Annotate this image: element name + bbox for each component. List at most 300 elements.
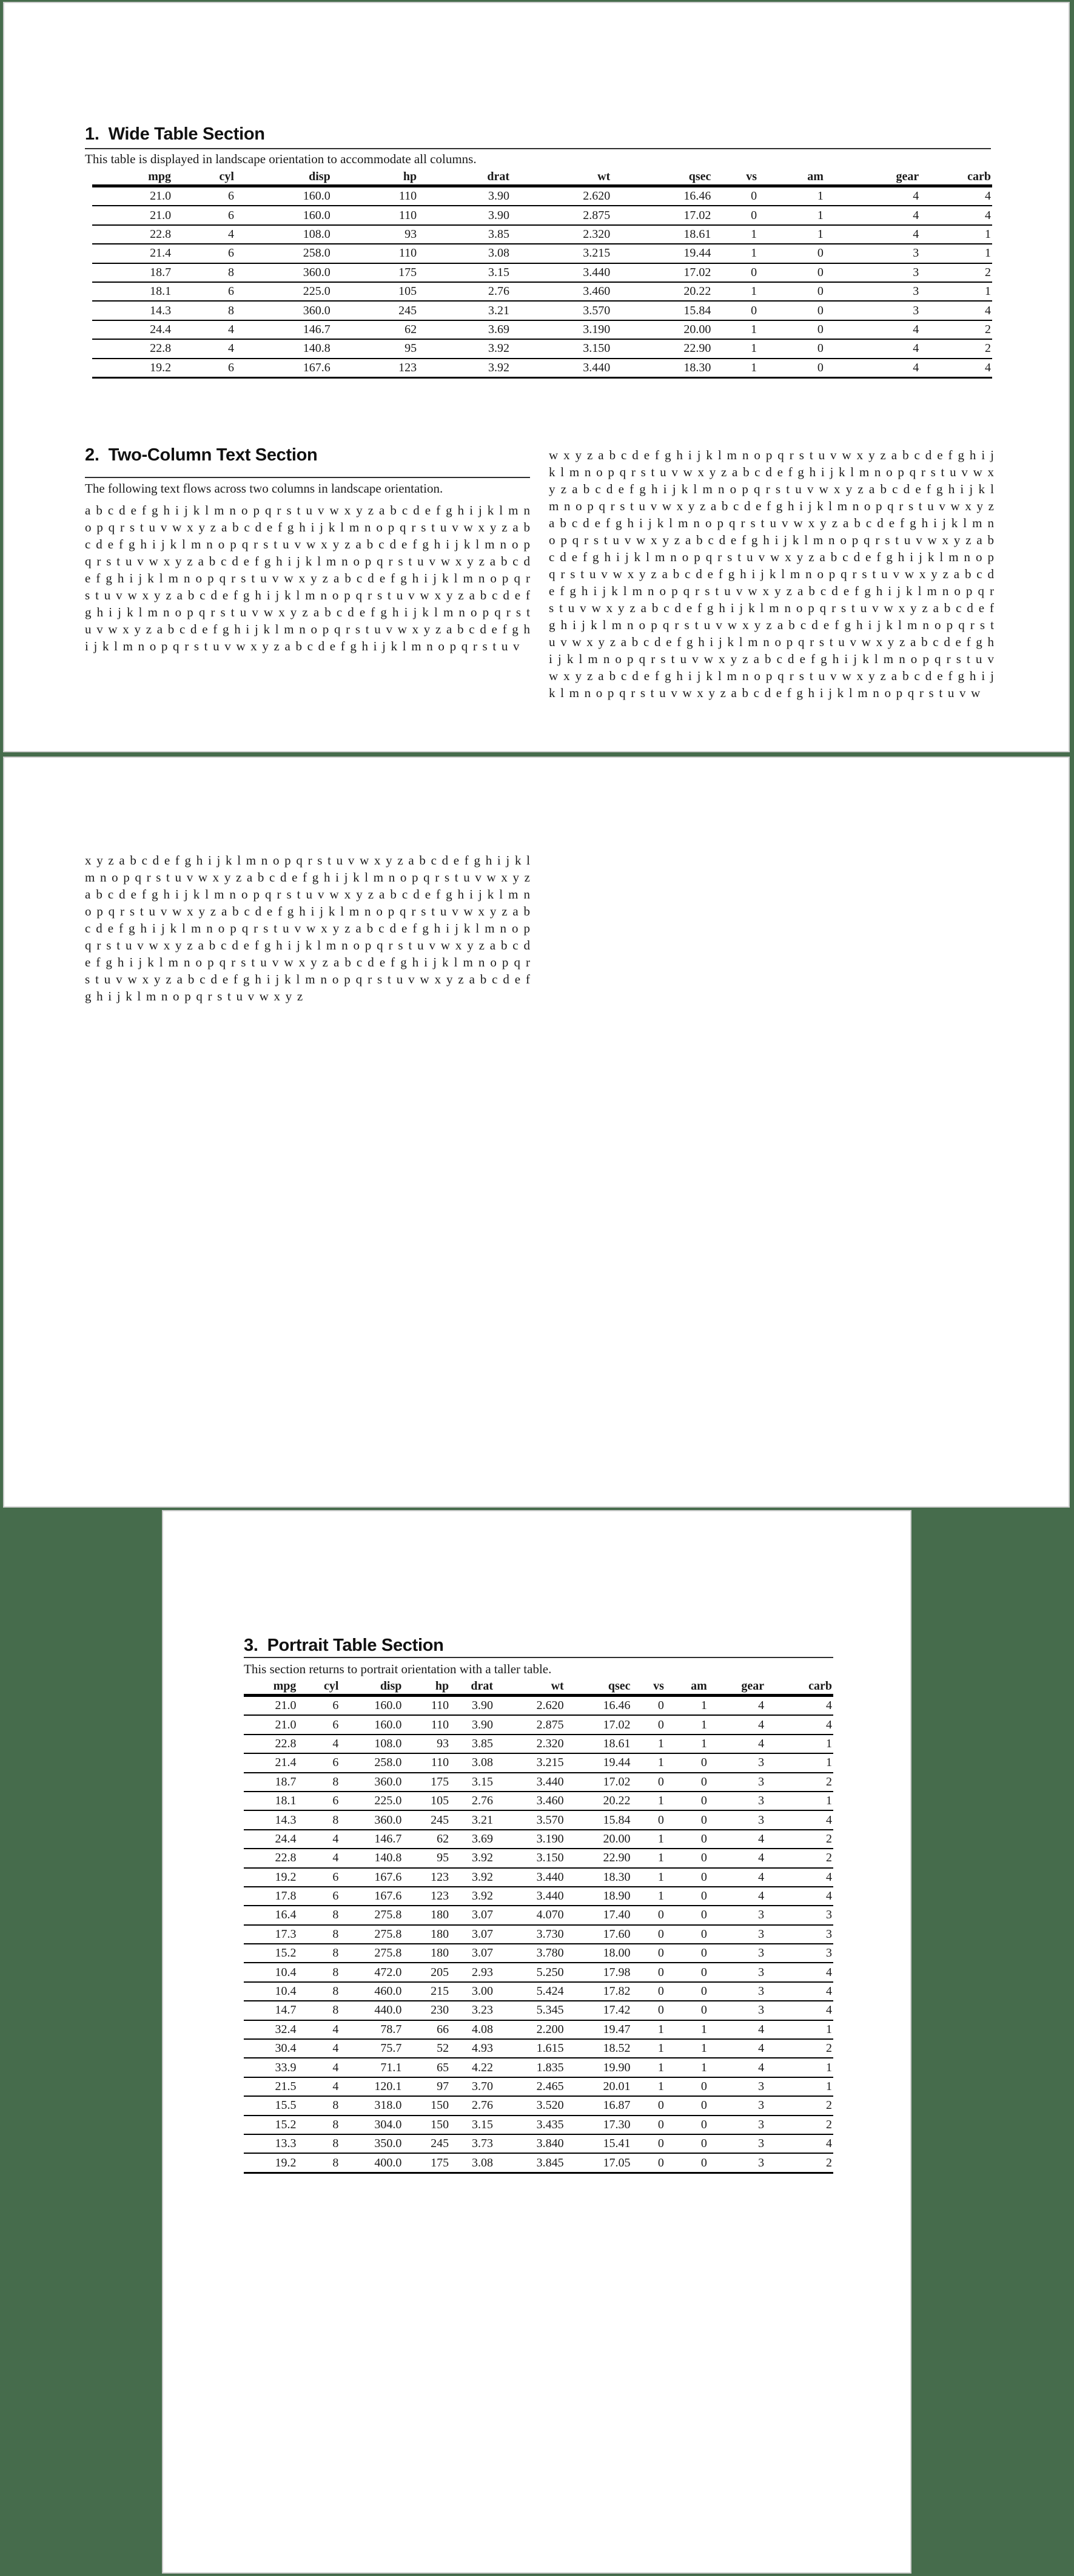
table-cell: 2.93 (450, 1963, 494, 1981)
table-cell: 17.02 (611, 206, 712, 224)
table-cell: 0 (665, 1830, 708, 1849)
table-cell: 4.93 (450, 2039, 494, 2058)
table-cell: 22.8 (244, 1735, 297, 1753)
table-cell: 8 (297, 1925, 340, 1944)
table-cell: 17.82 (565, 1982, 632, 2001)
table-cell: 108.0 (340, 1735, 403, 1753)
table-cell: 14.3 (92, 301, 172, 320)
table-cell: 3.440 (494, 1773, 565, 1792)
table-cell: 0 (665, 2134, 708, 2153)
table-cell: 3.73 (450, 2134, 494, 2153)
column-header-carb: carb (920, 170, 992, 186)
portrait-table-header (244, 1679, 833, 1696)
table-cell: 66 (403, 2020, 450, 2039)
table-cell: 3 (708, 2153, 765, 2173)
section-3-block (244, 1635, 833, 2174)
column-header-gear: gear (708, 1679, 765, 1696)
table-cell: 0 (632, 1810, 665, 1829)
table-row (92, 359, 992, 378)
table-cell: 3 (708, 1963, 765, 1981)
table-cell: 4 (765, 2001, 833, 2020)
table-cell: 0 (632, 1963, 665, 1981)
table-cell: 360.0 (340, 1773, 403, 1792)
table-cell: 1 (632, 1792, 665, 1810)
table-cell: 275.8 (340, 1906, 403, 1924)
table-cell: 1 (765, 2058, 833, 2077)
table-cell: 3 (708, 1773, 765, 1792)
table-cell: 8 (297, 1773, 340, 1792)
table-cell: 3 (708, 1906, 765, 1924)
table-cell: 2 (765, 2096, 833, 2115)
table-cell: 175 (403, 1773, 450, 1792)
table-cell: 3.15 (450, 1773, 494, 1792)
table-cell: 2.320 (494, 1735, 565, 1753)
table-cell: 0 (632, 2001, 665, 2020)
table-cell: 123 (403, 1887, 450, 1906)
table-cell: 15.5 (244, 2096, 297, 2115)
section-1-title: Wide Table Section (108, 124, 265, 144)
table-cell: 4 (825, 186, 920, 206)
table-cell: 3 (708, 1944, 765, 1963)
table-cell: 6 (172, 244, 235, 263)
alphabet-text-page2-left: x y z a b c d e f g h i j k l m n o p q r s t u v w x y z a b c d e f g h i j k l m n o p q r s t u v w x y z a b c d e f g h i j k l m n o p q r s t u v w x y z a b c d e f g h i j k l m n o p q r s t u v w x y z a b c d e f g h i j k l m n o p q r s t u v w x y z a b c d e f g h i j k l m n o p q r s t u v w x y z a b c d e f g h i j k l m n o p q r s t u v w x y z a b c d e f g h i j k l m n o p q r s t u v w x y z a b c d e f g h i j k l m n o p q r s t u v w x y z a b c d e f g h i j k l m n o p q r s t u v w x y z a b c d e f g h i j k l m n o p q r s t u v w x y z a b c d e f g h i j k l m n o p q r s t u v w x y z a b c d e f g h i j k l m n o p q r s t u v w x y z (85, 853, 530, 1003)
table-cell: 0 (632, 2116, 665, 2134)
table-cell: 21.0 (92, 186, 172, 206)
table-cell: 19.47 (565, 2020, 632, 2039)
table-cell: 17.60 (565, 1925, 632, 1944)
column-header-wt: wt (494, 1679, 565, 1696)
table-cell: 1 (632, 1735, 665, 1753)
table-cell: 6 (297, 1715, 340, 1734)
table-row (244, 1849, 833, 1867)
table-cell: 4 (708, 2058, 765, 2077)
table-cell: 123 (332, 359, 418, 378)
table-cell: 1 (712, 339, 758, 358)
table-cell: 0 (665, 1887, 708, 1906)
table-cell: 1 (765, 2077, 833, 2096)
table-cell: 15.2 (244, 2116, 297, 2134)
table-row (244, 1735, 833, 1753)
table-cell: 180 (403, 1925, 450, 1944)
section-3-title: Portrait Table Section (267, 1636, 444, 1655)
table-cell: 146.7 (340, 1830, 403, 1849)
table-cell: 0 (665, 2001, 708, 2020)
table-cell: 275.8 (340, 1925, 403, 1944)
table-cell: 3 (708, 1810, 765, 1829)
table-cell: 110 (332, 206, 418, 224)
table-cell: 0 (665, 1773, 708, 1792)
table-cell: 0 (632, 2153, 665, 2173)
table-row (92, 282, 992, 301)
table-cell: 5.424 (494, 1982, 565, 2001)
section-2-title: Two-Column Text Section (108, 445, 318, 465)
table-cell: 6 (172, 186, 235, 206)
table-cell: 20.22 (565, 1792, 632, 1810)
table-cell: 3.440 (494, 1887, 565, 1906)
table-cell: 1 (765, 1735, 833, 1753)
table-cell: 4 (297, 1849, 340, 1867)
table-cell: 105 (332, 282, 418, 301)
section-3-number: 3. (244, 1636, 258, 1655)
table-cell: 105 (403, 1792, 450, 1810)
table-cell: 4 (297, 2039, 340, 2058)
table-cell: 1 (665, 1696, 708, 1716)
column-header-hp: hp (403, 1679, 450, 1696)
table-cell: 15.84 (565, 1810, 632, 1829)
column-header-vs: vs (632, 1679, 665, 1696)
table-cell: 2.465 (494, 2077, 565, 2096)
table-cell: 17.8 (244, 1887, 297, 1906)
portrait-table (244, 1679, 833, 2174)
table-cell: 160.0 (340, 1696, 403, 1716)
table-cell: 18.30 (611, 359, 712, 378)
table-cell: 3.780 (494, 1944, 565, 1963)
table-cell: 0 (712, 301, 758, 320)
table-cell: 2.875 (511, 206, 611, 224)
table-cell: 8 (297, 2001, 340, 2020)
table-row (244, 1925, 833, 1944)
table-cell: 1 (712, 282, 758, 301)
table-cell: 440.0 (340, 2001, 403, 2020)
table-cell: 8 (297, 2153, 340, 2173)
table-cell: 140.8 (235, 339, 332, 358)
table-cell: 3.90 (450, 1715, 494, 1734)
table-cell: 3 (708, 2096, 765, 2115)
table-cell: 123 (403, 1868, 450, 1887)
table-cell: 75.7 (340, 2039, 403, 2058)
table-cell: 110 (403, 1696, 450, 1716)
table-cell: 4 (765, 1963, 833, 1981)
table-cell: 4 (172, 339, 235, 358)
table-cell: 1 (765, 2020, 833, 2039)
section-1-heading (85, 124, 265, 144)
table-cell: 0 (665, 1944, 708, 1963)
table-cell: 19.44 (565, 1753, 632, 1772)
table-cell: 3.150 (511, 339, 611, 358)
table-row (92, 320, 992, 339)
table-cell: 3.85 (418, 225, 511, 244)
table-cell: 19.2 (244, 2153, 297, 2173)
table-cell: 318.0 (340, 2096, 403, 2115)
table-cell: 2.875 (494, 1715, 565, 1734)
table-cell: 16.87 (565, 2096, 632, 2115)
table-cell: 4 (708, 2020, 765, 2039)
table-cell: 400.0 (340, 2153, 403, 2173)
table-cell: 93 (403, 1735, 450, 1753)
table-cell: 0 (632, 1944, 665, 1963)
table-cell: 3.460 (494, 1792, 565, 1810)
table-cell: 8 (172, 301, 235, 320)
table-cell: 360.0 (235, 263, 332, 282)
table-row (244, 1830, 833, 1849)
table-cell: 8 (297, 1963, 340, 1981)
table-cell: 108.0 (235, 225, 332, 244)
table-cell: 175 (403, 2153, 450, 2173)
table-cell: 4 (297, 1735, 340, 1753)
table-cell: 19.44 (611, 244, 712, 263)
table-cell: 17.98 (565, 1963, 632, 1981)
table-cell: 110 (332, 244, 418, 263)
table-cell: 0 (632, 1715, 665, 1734)
two-column-continuation (85, 852, 530, 1005)
table-cell: 24.4 (244, 1830, 297, 1849)
table-cell: 3.840 (494, 2134, 565, 2153)
page-1-landscape (3, 2, 1070, 752)
table-cell: 460.0 (340, 1982, 403, 2001)
table-cell: 1.835 (494, 2058, 565, 2077)
table-cell: 225.0 (340, 1792, 403, 1810)
table-cell: 3 (765, 1925, 833, 1944)
table-cell: 21.0 (244, 1715, 297, 1734)
table-cell: 0 (665, 1810, 708, 1829)
table-cell: 0 (665, 1849, 708, 1867)
table-cell: 275.8 (340, 1944, 403, 1963)
table-cell: 4.070 (494, 1906, 565, 1924)
table-cell: 110 (403, 1753, 450, 1772)
table-cell: 2.320 (511, 225, 611, 244)
table-cell: 0 (758, 282, 825, 301)
table-cell: 230 (403, 2001, 450, 2020)
table-cell: 22.90 (565, 1849, 632, 1867)
table-cell: 1 (758, 206, 825, 224)
table-cell: 30.4 (244, 2039, 297, 2058)
table-cell: 3 (765, 1944, 833, 1963)
table-cell: 2.76 (418, 282, 511, 301)
table-cell: 3.07 (450, 1906, 494, 1924)
table-cell: 16.46 (611, 186, 712, 206)
table-cell: 62 (403, 1830, 450, 1849)
table-cell: 2.76 (450, 1792, 494, 1810)
table-cell: 0 (758, 320, 825, 339)
table-cell: 3.69 (418, 320, 511, 339)
section-3-intro: This section returns to portrait orientation with a taller table. (244, 1662, 552, 1676)
table-cell: 18.61 (565, 1735, 632, 1753)
table-cell: 16.4 (244, 1906, 297, 1924)
section-3-heading (244, 1635, 833, 1656)
table-cell: 3.215 (494, 1753, 565, 1772)
table-cell: 1 (712, 359, 758, 378)
table-cell: 4.22 (450, 2058, 494, 2077)
table-cell: 17.30 (565, 2116, 632, 2134)
table-cell: 21.0 (92, 206, 172, 224)
table-cell: 0 (712, 206, 758, 224)
table-row (244, 1810, 833, 1829)
table-cell: 3.70 (450, 2077, 494, 2096)
table-cell: 3.08 (450, 2153, 494, 2173)
table-cell: 1 (920, 225, 992, 244)
table-cell: 8 (297, 1810, 340, 1829)
table-cell: 19.90 (565, 2058, 632, 2077)
table-cell: 6 (172, 206, 235, 224)
table-cell: 3.07 (450, 1925, 494, 1944)
table-cell: 167.6 (340, 1887, 403, 1906)
table-cell: 8 (297, 1982, 340, 2001)
table-row (244, 1963, 833, 1981)
alphabet-text-page1-right: w x y z a b c d e f g h i j k l m n o p q r s t u v w x y z a b c d e f g h i j k l m n o p q r s t u v w x y z a b c d e f g h i j k l m n o p q r s t u v w x y z a b c d e f g h i j k l m n o p q r s t u v w x y z a b c d e f g h i j k l m n o p q r s t u v w x y z a b c d e f g h i j k l m n o p q r s t u v w x y z a b c d e f g h i j k l m n o p q r s t u v w x y z a b c d e f g h i j k l m n o p q r s t u v w x y z a b c d e f g h i j k l m n o p q r s t u v w x y z a b c d e f g h i j k l m n o p q r s t u v w x y z a b c d e f g h i j k l m n o p q r s t u v w x y z a b c d e f g h i j k l m n o p q r s t u v w x y z a b c d e f g h i j k l m n o p q r s t u v w x y z a b c d e f g h i j k l m n o p q r s t u v w x y z a b c d e f g h i j k l m n o p q r s t u v w x y z a b c d e f g h i j k l m n o p q r s t u v w x y z a b c d e f g h i j k l m n o p q r s t u v w x y z a b c d e f g h i j k l m n o p q r s t u v w x y z a b c d e f g h i j k l m n o p q r s t u v w x y z a b c d e f g h i j k l m n o p q r s t u v w x y z a b c d e f g h i j k l m n o p q r s t u v w x y z a b c d e f g h i j k l m n o p q r s t u v w x y z a b c d e f g h i j k l m n o p q r s t u v w (549, 448, 994, 700)
table-row (244, 2020, 833, 2039)
table-cell: 20.01 (565, 2077, 632, 2096)
table-cell: 4 (825, 359, 920, 378)
table-cell: 3 (708, 2001, 765, 2020)
table-cell: 3 (708, 1753, 765, 1772)
table-cell: 3.150 (494, 1849, 565, 1867)
table-cell: 205 (403, 1963, 450, 1981)
table-cell: 3.190 (494, 1830, 565, 1849)
table-cell: 2.200 (494, 2020, 565, 2039)
table-cell: 258.0 (340, 1753, 403, 1772)
table-cell: 0 (665, 2153, 708, 2173)
table-cell: 4 (825, 206, 920, 224)
table-cell: 32.4 (244, 2020, 297, 2039)
table-cell: 4 (765, 1868, 833, 1887)
table-cell: 4 (708, 1696, 765, 1716)
table-cell: 4 (920, 186, 992, 206)
table-cell: 2 (765, 1830, 833, 1849)
table-row (244, 2058, 833, 2077)
table-cell: 167.6 (340, 1868, 403, 1887)
table-cell: 4 (765, 1696, 833, 1716)
section-2-rule (85, 477, 530, 478)
table-cell: 3.90 (418, 206, 511, 224)
table-cell: 1 (712, 320, 758, 339)
table-cell: 3.07 (450, 1944, 494, 1963)
table-cell: 2 (765, 2153, 833, 2173)
table-cell: 0 (632, 1982, 665, 2001)
table-cell: 4 (297, 2058, 340, 2077)
table-cell: 1 (665, 1735, 708, 1753)
table-cell: 3.90 (418, 186, 511, 206)
table-cell: 17.42 (565, 2001, 632, 2020)
table-cell: 1 (632, 1849, 665, 1867)
table-cell: 160.0 (235, 206, 332, 224)
table-row (92, 263, 992, 282)
table-cell: 3.23 (450, 2001, 494, 2020)
table-cell: 4 (297, 1830, 340, 1849)
table-cell: 0 (758, 339, 825, 358)
table-cell: 19.2 (244, 1868, 297, 1887)
table-cell: 0 (665, 1963, 708, 1981)
table-cell: 0 (758, 244, 825, 263)
table-cell: 4 (825, 339, 920, 358)
table-cell: 6 (297, 1887, 340, 1906)
column-header-am: am (758, 170, 825, 186)
table-cell: 5.250 (494, 1963, 565, 1981)
table-cell: 3.570 (494, 1810, 565, 1829)
table-cell: 2 (765, 1773, 833, 1792)
table-cell: 3.08 (418, 244, 511, 263)
table-cell: 78.7 (340, 2020, 403, 2039)
table-cell: 1 (632, 2020, 665, 2039)
table-cell: 304.0 (340, 2116, 403, 2134)
column-header-disp: disp (235, 170, 332, 186)
table-cell: 0 (665, 2096, 708, 2115)
table-cell: 52 (403, 2039, 450, 2058)
table-cell: 3 (708, 2116, 765, 2134)
table-row (244, 1906, 833, 1924)
table-cell: 2.620 (511, 186, 611, 206)
table-row (92, 225, 992, 244)
table-cell: 21.4 (92, 244, 172, 263)
table-cell: 18.7 (92, 263, 172, 282)
table-cell: 0 (632, 1696, 665, 1716)
table-cell: 1 (665, 2039, 708, 2058)
table-cell: 2 (920, 263, 992, 282)
table-cell: 1 (632, 2058, 665, 2077)
table-cell: 6 (297, 1792, 340, 1810)
table-row (244, 1696, 833, 1716)
table-row (244, 2134, 833, 2153)
table-cell: 4 (825, 225, 920, 244)
column-header-mpg: mpg (92, 170, 172, 186)
table-cell: 225.0 (235, 282, 332, 301)
table-cell: 17.02 (611, 263, 712, 282)
table-cell: 17.02 (565, 1715, 632, 1734)
table-cell: 3.845 (494, 2153, 565, 2173)
table-cell: 0 (665, 2077, 708, 2096)
table-cell: 160.0 (340, 1715, 403, 1734)
table-cell: 97 (403, 2077, 450, 2096)
table-cell: 180 (403, 1906, 450, 1924)
table-cell: 8 (172, 263, 235, 282)
table-cell: 21.4 (244, 1753, 297, 1772)
table-cell: 3.85 (450, 1735, 494, 1753)
table-cell: 4 (708, 1868, 765, 1887)
table-cell: 17.05 (565, 2153, 632, 2173)
table-cell: 17.02 (565, 1773, 632, 1792)
table-cell: 146.7 (235, 320, 332, 339)
table-cell: 18.52 (565, 2039, 632, 2058)
table-cell: 3 (708, 2134, 765, 2153)
table-cell: 4 (708, 1715, 765, 1734)
table-cell: 4.08 (450, 2020, 494, 2039)
table-cell: 3.21 (450, 1810, 494, 1829)
table-cell: 0 (632, 1906, 665, 1924)
column-header-qsec: qsec (611, 170, 712, 186)
section-2-intro: The following text flows across two columns in landscape orientation. (85, 481, 443, 496)
table-row (244, 1715, 833, 1734)
table-cell: 3.08 (450, 1753, 494, 1772)
table-cell: 1 (665, 2058, 708, 2077)
table-cell: 3 (825, 301, 920, 320)
table-cell: 18.90 (565, 1887, 632, 1906)
table-cell: 0 (665, 1792, 708, 1810)
table-cell: 3.520 (494, 2096, 565, 2115)
table-row (92, 244, 992, 263)
table-cell: 24.4 (92, 320, 172, 339)
table-cell: 21.0 (244, 1696, 297, 1716)
wide-table (92, 170, 992, 379)
table-cell: 3.435 (494, 2116, 565, 2134)
table-cell: 245 (332, 301, 418, 320)
table-cell: 4 (708, 1849, 765, 1867)
table-row (92, 206, 992, 224)
table-cell: 150 (403, 2096, 450, 2115)
table-cell: 20.00 (565, 1830, 632, 1849)
table-row (244, 2077, 833, 2096)
table-cell: 1 (765, 1753, 833, 1772)
column-header-wt: wt (511, 170, 611, 186)
table-cell: 1 (665, 2020, 708, 2039)
column-header-qsec: qsec (565, 1679, 632, 1696)
alphabet-text-page1-left: a b c d e f g h i j k l m n o p q r s t u v w x y z a b c d e f g h i j k l m n o p q r s t u v w x y z a b c d e f g h i j k l m n o p q r s t u v w x y z a b c d e f g h i j k l m n o p q r s t u v w x y z a b c d e f g h i j k l m n o p q r s t u v w x y z a b c d e f g h i j k l m n o p q r s t u v w x y z a b c d e f g h i j k l m n o p q r s t u v w x y z a b c d e f g h i j k l m n o p q r s t u v w x y z a b c d e f g h i j k l m n o p q r s t u v w x y z a b c d e f g h i j k l m n o p q r s t u v w x y z a b c d e f g h i j k l m n o p q r s t u v w x y z a b c d e f g h i j k l m n o p q r s t u v w x y z a b c d e f g h i j k l m n o p q r s t u v w x y z a b c d e f g h i j k l m n o p q r s t u v (85, 503, 530, 653)
table-cell: 21.5 (244, 2077, 297, 2096)
table-cell: 10.4 (244, 1982, 297, 2001)
table-cell: 8 (297, 2096, 340, 2115)
column-header-mpg: mpg (244, 1679, 297, 1696)
table-cell: 245 (403, 2134, 450, 2153)
table-row (244, 1773, 833, 1792)
table-cell: 5.345 (494, 2001, 565, 2020)
